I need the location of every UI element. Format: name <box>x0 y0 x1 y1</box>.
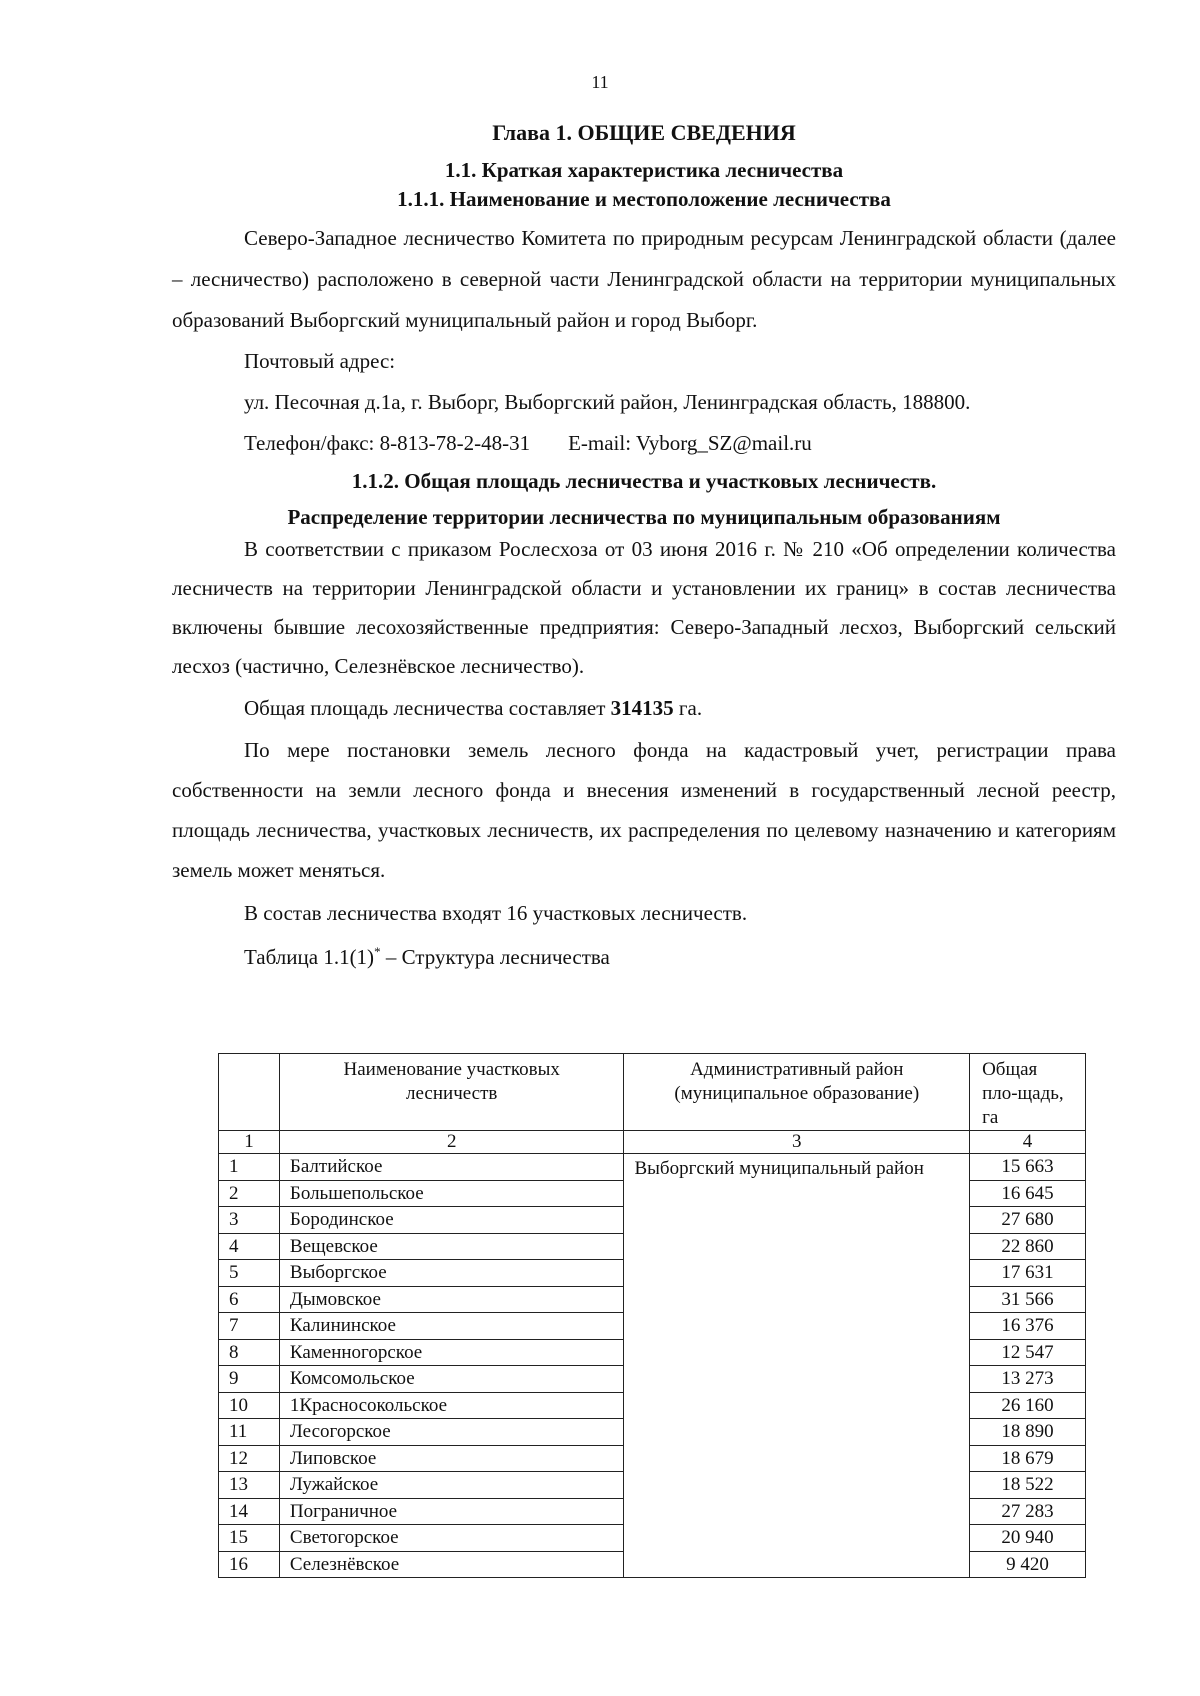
postal-address: ул. Песочная д.1а, г. Выборг, Выборгский район, Ленинградская область, 188800. <box>244 390 971 414</box>
forestry-name: 1Красносокольское <box>279 1392 624 1419</box>
row-number: 16 <box>219 1551 280 1578</box>
structure-table <box>218 1053 1086 1578</box>
row-number: 11 <box>219 1419 280 1446</box>
forestry-area: 26 160 <box>970 1392 1086 1419</box>
forestry-name: Комсомольское <box>279 1366 624 1393</box>
column-number: 4 <box>970 1131 1086 1154</box>
row-number: 6 <box>219 1286 280 1313</box>
chapter-title: Глава 1. ОБЩИЕ СВЕДЕНИЯ <box>492 120 796 145</box>
total-area-prefix: Общая площадь лесничества составляет <box>244 696 606 720</box>
column-number: 2 <box>279 1131 624 1154</box>
forestry-area: 22 860 <box>970 1233 1086 1260</box>
row-number: 10 <box>219 1392 280 1419</box>
page-content <box>172 118 1116 973</box>
page-number: 11 <box>591 72 609 92</box>
location-paragraph: Северо-Западное лесничество Комитета по природным ресурсам Ленинградской области (далее – лесничество) расположено в северной части Ленинградской области на территории муниципальных образований Выборгский муниципальный район и город Выборг. <box>172 226 1116 332</box>
forestry-area: 20 940 <box>970 1525 1086 1552</box>
forestry-name: Пограничное <box>279 1498 624 1525</box>
row-number: 13 <box>219 1472 280 1499</box>
forestry-name: Дымовское <box>279 1286 624 1313</box>
distribution-heading: Распределение территории лесничества по муниципальным образованиям <box>287 505 1001 529</box>
row-number: 7 <box>219 1313 280 1340</box>
forestry-area: 15 663 <box>970 1154 1086 1181</box>
phone-fax: Телефон/факс: 8-813-78-2-48-31 <box>244 431 531 455</box>
forestry-name: Вещевское <box>279 1233 624 1260</box>
table-body <box>219 1154 1086 1578</box>
forestry-name: Большепольское <box>279 1180 624 1207</box>
composition-paragraph: В состав лесничества входят 16 участковых лесничеств. <box>244 901 748 925</box>
total-area-paragraph <box>172 686 1116 730</box>
row-number: 4 <box>219 1233 280 1260</box>
header-admin-district: Административный район (муниципальное образование) <box>624 1054 970 1131</box>
row-number: 9 <box>219 1366 280 1393</box>
forestry-area: 12 547 <box>970 1339 1086 1366</box>
section-heading-1-1: 1.1. Краткая характеристика лесничества <box>444 158 844 182</box>
forestry-name: Каменногорское <box>279 1339 624 1366</box>
table-caption-mark: * <box>374 944 381 959</box>
row-number: 1 <box>219 1154 280 1181</box>
admin-district: Выборгский муниципальный район <box>624 1154 970 1578</box>
header-total-area: Общая пло-щадь, га <box>970 1054 1086 1131</box>
contact-line <box>172 423 1116 464</box>
email-address: E-mail: Vyborg_SZ@mail.ru <box>568 431 812 455</box>
column-number: 3 <box>624 1131 970 1154</box>
forestry-area: 27 283 <box>970 1498 1086 1525</box>
forestry-area: 16 376 <box>970 1313 1086 1340</box>
forestry-area: 27 680 <box>970 1207 1086 1234</box>
row-number: 5 <box>219 1260 280 1287</box>
forestry-area: 9 420 <box>970 1551 1086 1578</box>
forestry-area: 18 522 <box>970 1472 1086 1499</box>
forestry-name: Калининское <box>279 1313 624 1340</box>
row-number: 15 <box>219 1525 280 1552</box>
column-number: 1 <box>219 1131 280 1154</box>
order-paragraph: В соответствии с приказом Рослесхоза от 03 июня 2016 г. № 210 «Об определении количества лесничеств на территории Ленинградской области и установлении их границ» в состав лесничества включены бывшие лесохозяйственные предприятия: Северо-Западный лесхоз, Выборгский сельский лесхоз (частично, Селезнёвское лесничество). <box>172 537 1116 678</box>
total-area-value: 314135 <box>610 696 674 720</box>
header-number <box>219 1054 280 1131</box>
table-row <box>219 1154 1086 1181</box>
row-number: 2 <box>219 1180 280 1207</box>
forestry-name: Селезнёвское <box>279 1551 624 1578</box>
cadastre-paragraph: По мере постановки земель лесного фонда на кадастровый учет, регистрации права собственности на земли лесного фонда и внесения изменений в государственный лесной реестр, площадь лесничества, участковых лесничеств, их распределения по целевому назначению и категориям земель может меняться. <box>172 738 1116 882</box>
forestry-name: Балтийское <box>279 1154 624 1181</box>
table-caption <box>172 936 1116 973</box>
row-number: 14 <box>219 1498 280 1525</box>
forestry-area: 17 631 <box>970 1260 1086 1287</box>
table-caption-prefix: Таблица 1.1(1) <box>244 945 375 969</box>
forestry-area: 16 645 <box>970 1180 1086 1207</box>
forestry-name: Лужайское <box>279 1472 624 1499</box>
total-area-suffix: га. <box>678 696 703 720</box>
forestry-name: Лесогорское <box>279 1419 624 1446</box>
forestry-name: Бородинское <box>279 1207 624 1234</box>
header-forestry-name: Наименование участковых лесничеств <box>279 1054 624 1131</box>
forestry-area: 18 679 <box>970 1445 1086 1472</box>
forestry-name: Выборгское <box>279 1260 624 1287</box>
row-number: 8 <box>219 1339 280 1366</box>
section-heading-1-1-1: 1.1.1. Наименование и местоположение лесничества <box>397 187 891 211</box>
forestry-name: Светогорское <box>279 1525 624 1552</box>
postal-label: Почтовый адрес: <box>244 349 396 373</box>
forestry-area: 18 890 <box>970 1419 1086 1446</box>
table-header-row <box>219 1054 1086 1131</box>
forestry-area: 13 273 <box>970 1366 1086 1393</box>
row-number: 12 <box>219 1445 280 1472</box>
forestry-name: Липовское <box>279 1445 624 1472</box>
forestry-area: 31 566 <box>970 1286 1086 1313</box>
row-number: 3 <box>219 1207 280 1234</box>
column-number-row <box>219 1131 1086 1154</box>
table-caption-suffix: – Структура лесничества <box>385 945 610 969</box>
section-heading-1-1-2: 1.1.2. Общая площадь лесничества и участковых лесничеств. <box>351 469 937 493</box>
